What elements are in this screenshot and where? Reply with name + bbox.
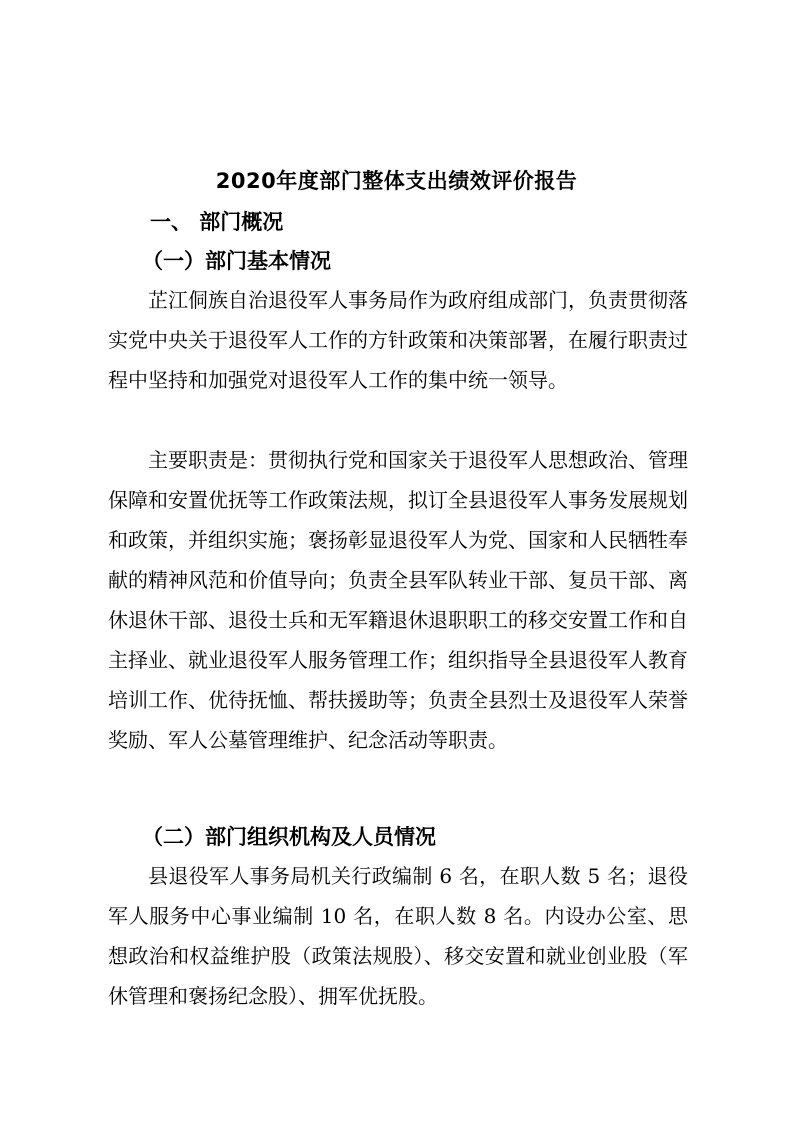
document-title: 2020年度部门整体支出绩效评价报告 — [215, 169, 578, 193]
paragraph-staffing: 县退役军人事务局机关行政编制 6 名，在职人数 5 名；退役军人服务中心事业编制 10 名，在职人数 8 名。内设办公室、思想政治和权益维护股（政策法规股）、移交安置和就业创业股（军休管理和褒扬纪念股）、拥军优抚股。 — [108, 864, 688, 1008]
subsection-heading-basic-info: （一）部门基本情况 — [142, 249, 331, 273]
paragraph-department-intro: 芷江侗族自治退役军人事务局作为政府组成部门，负责贯彻落实党中央关于退役军人工作的方针政策和决策部署，在履行职责过程中坚持和加强党对退役军人工作的集中统一领导。 — [108, 288, 688, 392]
paragraph-main-duties: 主要职责是：贯彻执行党和国家关于退役军人思想政治、管理保障和安置优抚等工作政策法规，拟订全县退役军人事务发展规划和政策，并组织实施；褒扬彰显退役军人为党、国家和人民牺牲奉献的精神风范和价值导向；负责全县军队转业干部、复员干部、离休退休干部、退役士兵和无军籍退休退职职工的移交安置工作和自主择业、就业退役军人服务管理工作；组织指导全县退役军人教育培训工作、优待抚恤、帮扶援助等；负责全县烈士及退役军人荣誉奖励、军人公墓管理维护、纪念活动等职责。 — [108, 448, 688, 752]
subsection-heading-organization: （二）部门组织机构及人员情况 — [142, 825, 436, 849]
section-heading-department-overview: 一、 部门概况 — [150, 210, 284, 234]
